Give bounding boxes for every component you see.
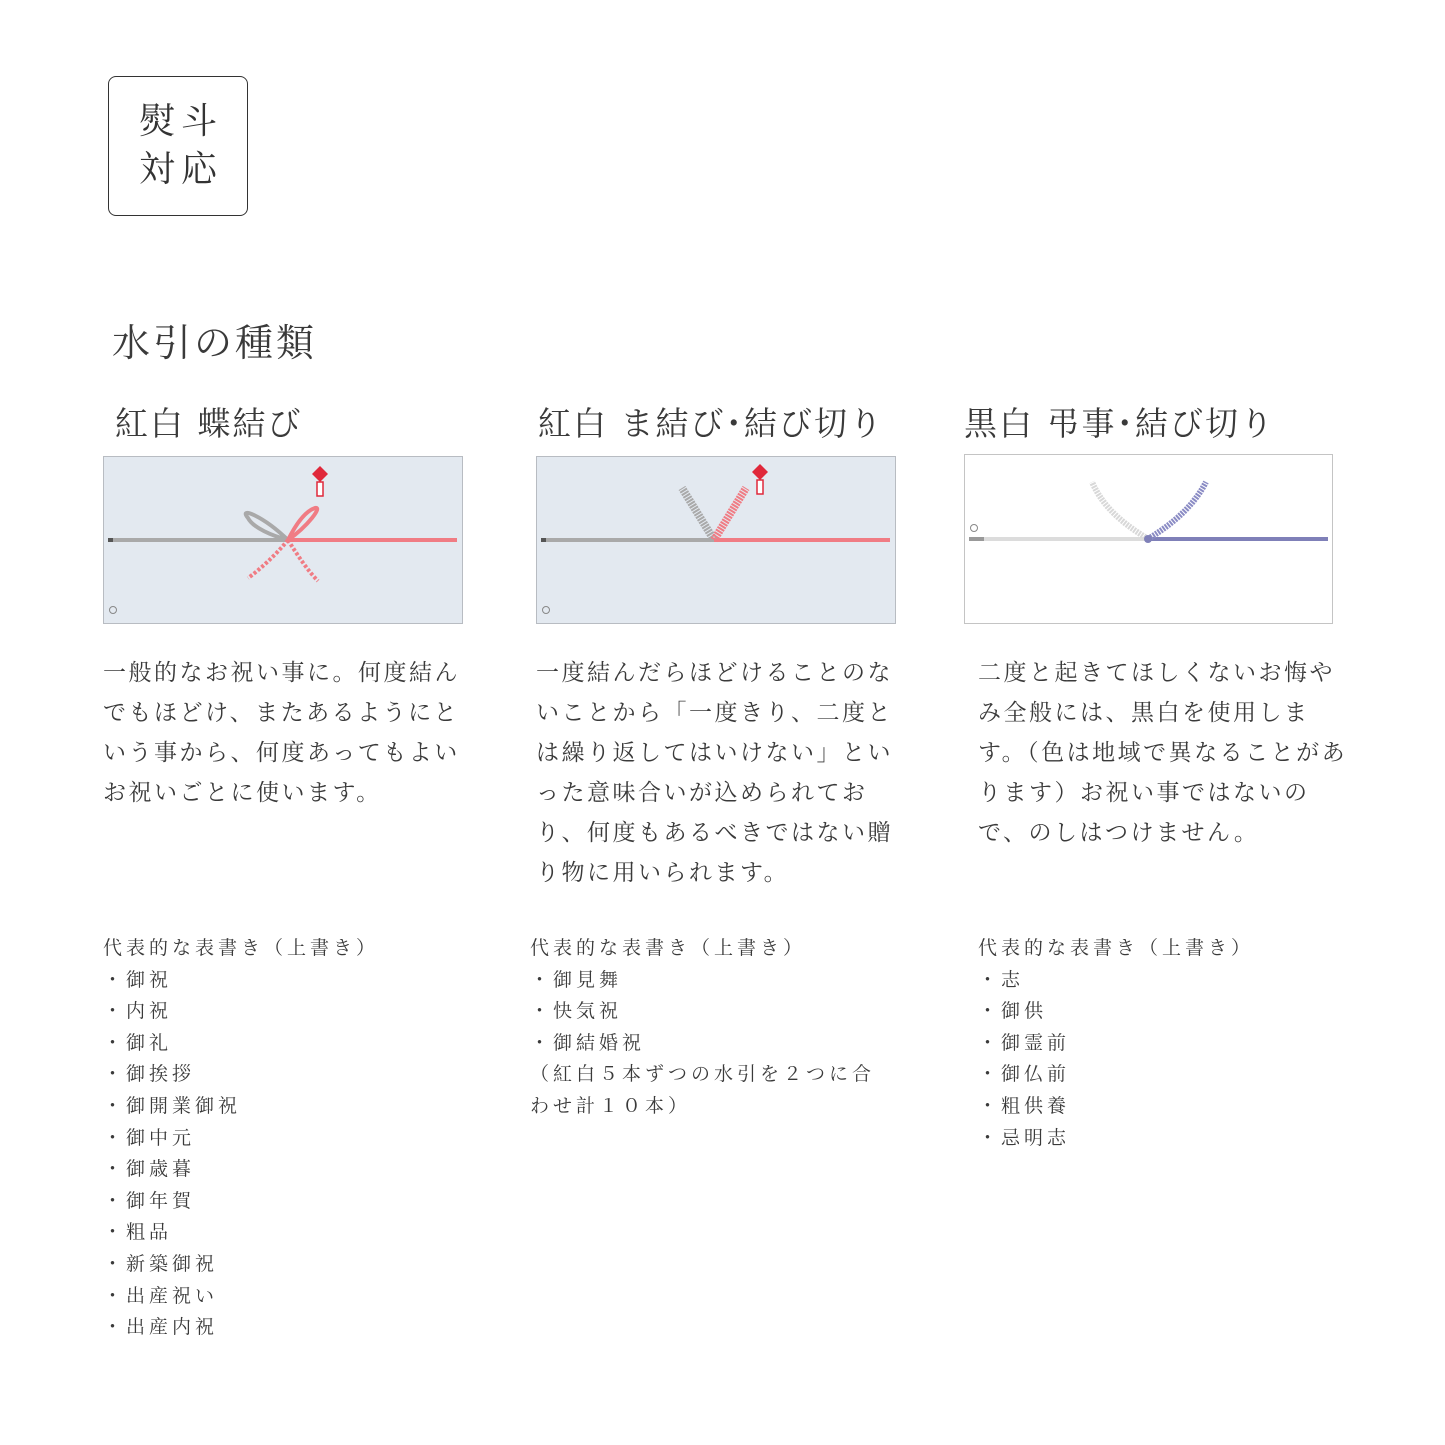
column-title: 紅白 ま結び･結び切り (538, 404, 884, 443)
list-item: ・御見舞 (530, 968, 623, 991)
omotegaki-list (978, 933, 1254, 1154)
list-item: ・粗品 (103, 1221, 173, 1244)
noshi-image-chou-musubi (103, 456, 463, 624)
column-chouji (964, 398, 1348, 1149)
noshi-image-ma-musubi (536, 456, 896, 624)
list-item: ・内祝 (103, 1000, 173, 1023)
column-description: 一般的なお祝い事に。何度結んでもほどけ、またあるようにという事から、何度あってもよいお祝いごとに使います。 (103, 660, 460, 806)
list-heading: 代表的な表書き（上書き） (103, 937, 380, 959)
list-item: ・御歳暮 (103, 1158, 196, 1181)
badge-line-1: 熨斗 (138, 101, 223, 142)
column-description: 二度と起きてほしくないお悔やみ全般には、黒白を使用します。（色は地域で異なることがあります）お祝い事ではないので、のしはつけません。 (978, 660, 1348, 846)
list-item: ・御年賀 (103, 1189, 196, 1212)
list-item: ・御開業御祝 (103, 1094, 242, 1117)
column-title: 黒白 弔事･結び切り (964, 404, 1275, 443)
badge-line-2: 対応 (138, 149, 223, 190)
list-item: ・快気祝 (530, 1000, 623, 1023)
list-item: ・新築御祝 (103, 1252, 219, 1275)
list-item: ・御供 (978, 1000, 1048, 1023)
column-title: 紅白 蝶結び (115, 404, 303, 443)
list-item: ・出産内祝 (103, 1316, 219, 1339)
column-ma-musubi (530, 398, 906, 1117)
list-note: わせ計１０本） (530, 1094, 692, 1117)
list-item: ・志 (978, 968, 1025, 991)
column-description: 一度結んだらほどけることのないことから「一度きり、二度とは繰り返してはいけない」といった意味合いが込められており、何度もあるべきではない贈り物に用いられます。 (536, 660, 893, 886)
list-item: ・御結婚祝 (530, 1031, 646, 1054)
list-item: ・御祝 (103, 968, 173, 991)
list-item: ・忌明志 (978, 1126, 1071, 1149)
list-item: ・御礼 (103, 1031, 173, 1054)
list-item: ・御仏前 (978, 1063, 1071, 1086)
list-item: ・御挨拶 (103, 1063, 196, 1086)
list-item: ・粗供養 (978, 1094, 1071, 1117)
noshi-support-badge (108, 76, 248, 216)
list-heading: 代表的な表書き（上書き） (978, 937, 1255, 959)
list-item: ・御中元 (103, 1126, 196, 1149)
list-item: ・出産祝い (103, 1284, 219, 1307)
section-title: 水引の種類 (112, 321, 318, 365)
list-heading: 代表的な表書き（上書き） (530, 937, 807, 959)
noshi-image-chouji (964, 454, 1333, 624)
omotegaki-list (530, 933, 875, 1123)
column-chou-musubi (103, 398, 473, 1339)
omotegaki-list (103, 933, 379, 1344)
list-note: （紅白５本ずつの水引を２つに合 (530, 1063, 876, 1086)
list-item: ・御霊前 (978, 1031, 1071, 1054)
